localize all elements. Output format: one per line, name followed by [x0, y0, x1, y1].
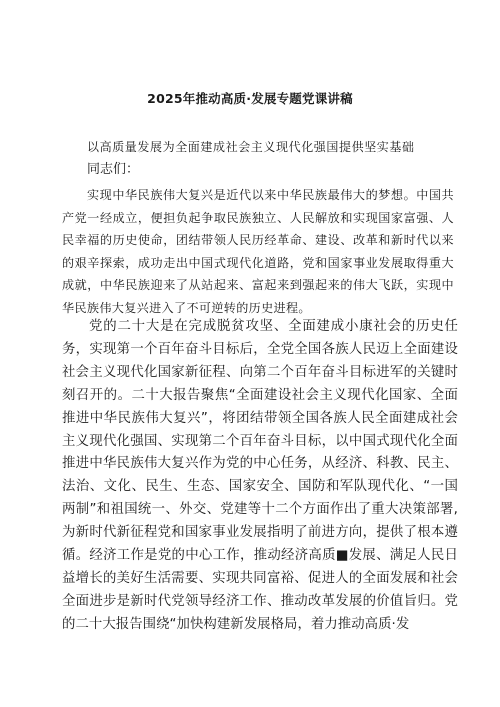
body-paragraph-2: 党的二十大是在完成脱贫攻坚、全面建成小康社会的历史任务，实现第一个百年奋斗目标后，全党全国各族人民迈上全面建设社会主义现代化国家新征程、向第二个百年奋斗目标进军的关键时刻召开的。二十大报告聚焦“全面建设社会主义现代化国家、全面推进中华民族伟大复兴”，将团结带领全国各族人民全面建成社会主义现代化强国、实现第二个百年奋斗目标，以中国式现代化全面推进中华民族伟大复兴作为党的中心任务，从经济、科教、民主、法治、文化、民生、生态、国家安全、国防和军队现代化、“一国两制”和祖国统一、外交、党建等十二个方面作出了重大决策部署,为新时代新征程党和国家事业发展指明了前进方向，提供了根本遵循。经济工作是党的中心工作，推动经济高质■发展、满足人民日益增长的美好生活需要、实现共同富裕、促进人的全面发展和社会全面进步是新时代党领导经济工作、推动改革发展的价值旨归。党的二十大报告围绕“加快构建新发展格局，着力推动高质·发 [62, 319, 458, 632]
body-paragraph-1: 实现中华民族伟大复兴是近代以来中华民族最伟大的梦想。中国共产党一经成立，便担负起争取民族独立、人民解放和实现国家富强、人民幸福的历史使命，团结带领人民历经革命、建设、改革和新时代以来的艰辛探索，成功走出中国式现代化道路，党和国家事业发展取得重大成就，中华民族迎来了从站起来、富起来到强起来的伟大飞跃，实现中华民族伟大复兴进入了不可逆转的历史进程。 [62, 188, 454, 315]
document-subtitle: 以高质量发展为全面建成社会主义现代化强国提供坚实基础 [87, 140, 415, 154]
greeting: 同志们： [87, 162, 140, 177]
document-title: 2025年推动高质·发展专题党课讲稿 [147, 91, 353, 106]
